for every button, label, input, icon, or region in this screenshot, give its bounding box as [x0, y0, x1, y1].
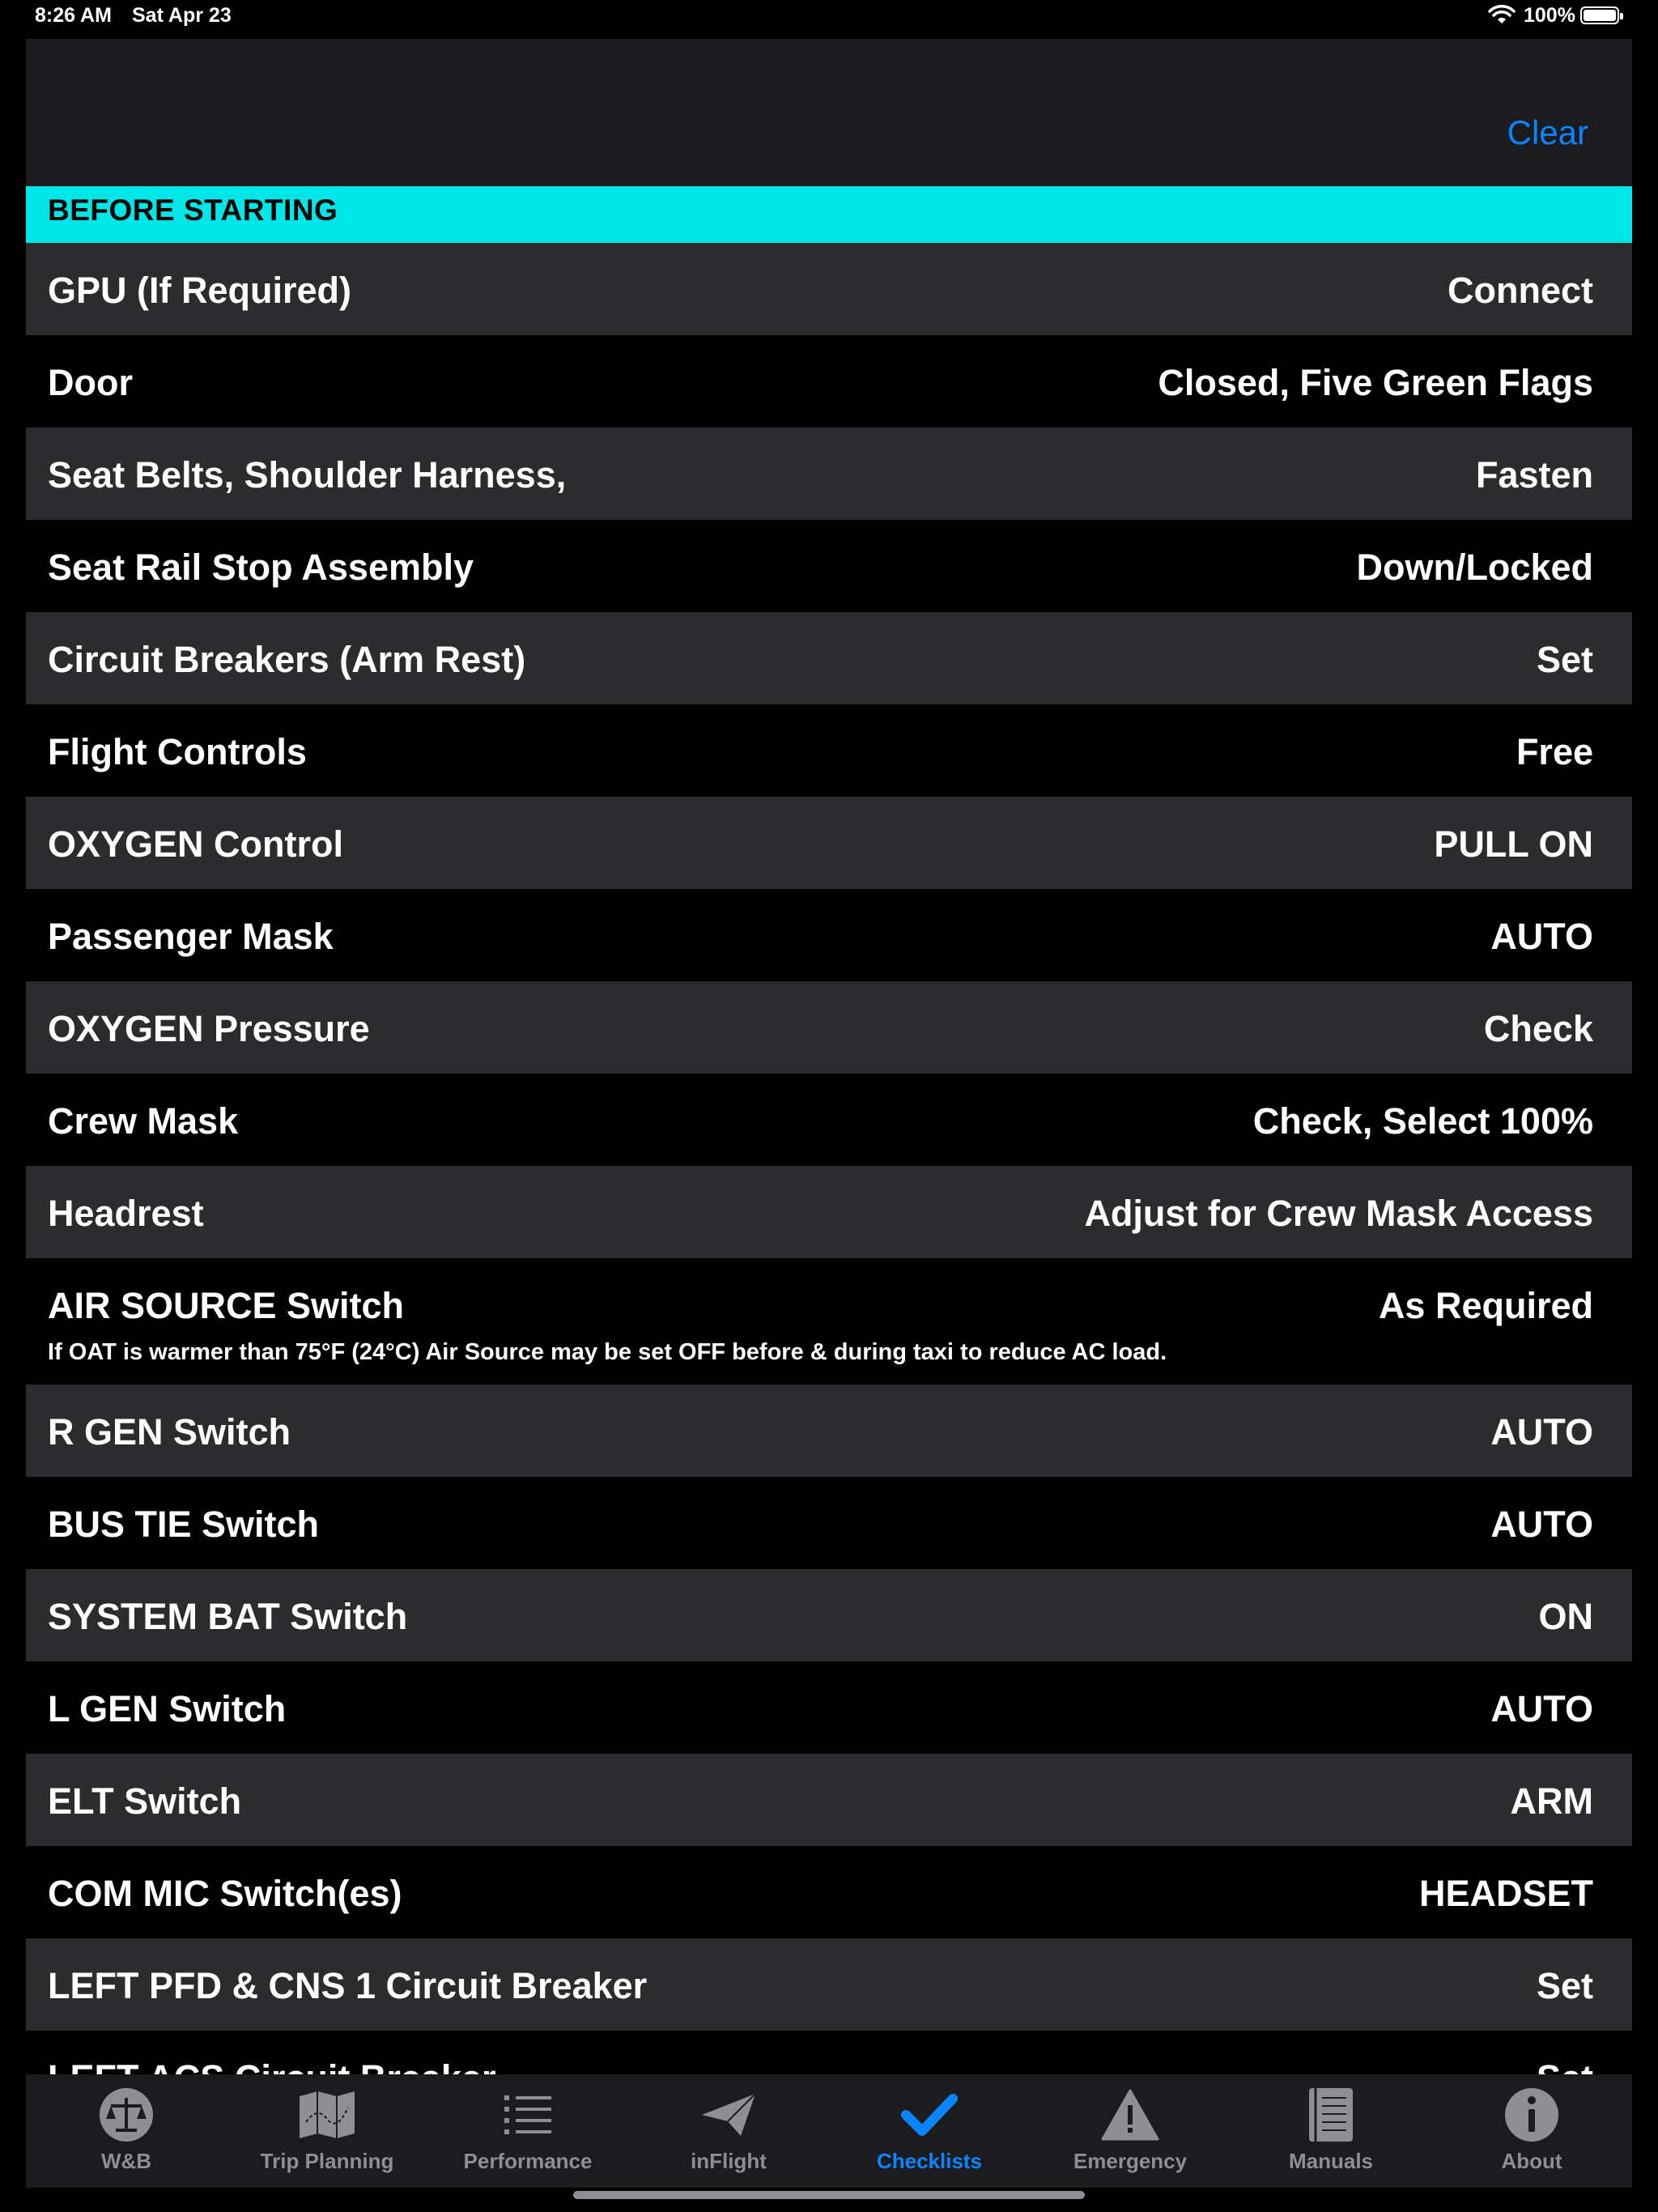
- checklist-item-label: AIR SOURCE Switch: [48, 1285, 405, 1326]
- tab-bar: [26, 2074, 1632, 2188]
- checklist-row[interactable]: [26, 243, 1632, 335]
- tab-checklists[interactable]: [829, 2074, 1030, 2188]
- tab-label: W&B: [100, 2149, 152, 2173]
- map-icon: [295, 2086, 359, 2144]
- checklist-item-action: PULL ON: [1434, 823, 1593, 865]
- checklist-item-action: Fasten: [1475, 454, 1593, 496]
- checklist-item-action: AUTO: [1490, 916, 1593, 957]
- tab-inflight[interactable]: [628, 2074, 829, 2188]
- checklist-item-action: As Required: [1378, 1285, 1593, 1326]
- checklist-row[interactable]: [26, 1754, 1632, 1846]
- book-icon: [1299, 2086, 1363, 2144]
- checklist-item-label: Headrest: [48, 1193, 204, 1234]
- checklist-row[interactable]: [26, 520, 1632, 612]
- checklist-row[interactable]: [26, 335, 1632, 428]
- checklist-row[interactable]: [26, 889, 1632, 981]
- checklist-item-label: SYSTEM BAT Switch: [48, 1596, 408, 1637]
- tab-w-b[interactable]: [26, 2074, 227, 2188]
- checklist-item-label: Seat Rail Stop Assembly: [48, 547, 474, 588]
- checkmark-icon: [897, 2086, 962, 2144]
- status-date: Sat Apr 23: [132, 4, 232, 27]
- status-bar: [0, 0, 1658, 32]
- tab-label: Emergency: [1073, 2149, 1188, 2173]
- battery-icon: [1580, 6, 1619, 24]
- checklist-item-action: HEADSET: [1418, 1873, 1593, 1914]
- checklist-item-label: Door: [48, 362, 133, 403]
- tab-manuals[interactable]: [1231, 2074, 1431, 2188]
- checklist-item-action: Set: [1536, 1965, 1593, 2006]
- tab-label: Checklists: [876, 2149, 983, 2173]
- checklist-item-label: Crew Mask: [48, 1100, 239, 1142]
- checklist-item-action: Check, Select 100%: [1252, 1100, 1593, 1142]
- checklist-row[interactable]: [26, 612, 1632, 704]
- checklist-item-action: Free: [1516, 731, 1593, 772]
- warning-icon: [1098, 2086, 1163, 2144]
- checklist-item-label: Flight Controls: [48, 731, 307, 772]
- checklist-row[interactable]: [26, 1477, 1632, 1569]
- checklist-row[interactable]: [26, 1166, 1632, 1258]
- checklist-item-label: L GEN Switch: [48, 1688, 287, 1729]
- tab-trip-planning[interactable]: [227, 2074, 427, 2188]
- checklist-item-action: Closed, Five Green Flags: [1158, 362, 1593, 403]
- checklist-row[interactable]: [26, 1846, 1632, 1938]
- checklist-row[interactable]: [26, 797, 1632, 889]
- battery-percent: 100%: [1524, 4, 1575, 27]
- checklist-item-label: R GEN Switch: [48, 1411, 291, 1453]
- checklist-item-action: Connect: [1448, 270, 1593, 311]
- checklist-item-label: Circuit Breakers (Arm Rest): [48, 639, 526, 680]
- checklist-item-label: COM MIC Switch(es): [48, 1873, 402, 1914]
- tab-performance[interactable]: [427, 2074, 628, 2188]
- tab-label: Performance: [463, 2149, 593, 2173]
- tab-about[interactable]: [1431, 2074, 1632, 2188]
- checklist-item-label: Seat Belts, Shoulder Harness,: [48, 454, 567, 496]
- clear-button[interactable]: Clear: [1507, 113, 1588, 151]
- checklist-item-action: ON: [1538, 1596, 1593, 1637]
- status-time: 8:26 AM: [35, 4, 112, 27]
- checklist-item-action: AUTO: [1490, 1504, 1593, 1545]
- checklist-list[interactable]: [26, 243, 1632, 2074]
- checklist-row[interactable]: [26, 1661, 1632, 1754]
- checklist-item-label: Passenger Mask: [48, 916, 334, 957]
- tab-label: Manuals: [1288, 2149, 1374, 2173]
- checklist-row[interactable]: [26, 1938, 1632, 2031]
- checklist-row[interactable]: [26, 1074, 1632, 1166]
- info-icon: [1499, 2086, 1564, 2144]
- home-indicator[interactable]: [573, 2191, 1085, 2199]
- checklist-item-action: Adjust for Crew Mask Access: [1084, 1193, 1593, 1234]
- checklist-item-note: If OAT is warmer than 75°F (24°C) Air Source may be set OFF before & during taxi to reduce AC load.: [48, 1339, 1167, 1365]
- checklist-item-action: AUTO: [1490, 1411, 1593, 1453]
- checklist-item-label: OXYGEN Pressure: [48, 1008, 370, 1049]
- checklist-item-action: Set: [1536, 639, 1593, 680]
- checklist-item-action: Check: [1483, 1008, 1593, 1049]
- checklist-item-label: BUS TIE Switch: [48, 1504, 320, 1545]
- checklist-row[interactable]: [26, 1569, 1632, 1661]
- checklist-row[interactable]: [26, 1385, 1632, 1477]
- checklist-item-label: OXYGEN Control: [48, 823, 344, 865]
- checklist-row[interactable]: [26, 981, 1632, 1074]
- tab-emergency[interactable]: [1030, 2074, 1231, 2188]
- checklist-item-label: ELT Switch: [48, 1780, 242, 1822]
- section-header: BEFORE STARTING: [26, 186, 1632, 243]
- checklist-row[interactable]: [26, 704, 1632, 797]
- checklist-item-label: LEFT PFD & CNS 1 Circuit Breaker: [48, 1965, 648, 2006]
- tab-label: Trip Planning: [260, 2149, 394, 2173]
- checklist-item-action: AUTO: [1490, 1688, 1593, 1729]
- tab-label: About: [1501, 2149, 1562, 2173]
- checklist-item-action: ARM: [1510, 1780, 1593, 1822]
- checklist-row[interactable]: [26, 428, 1632, 520]
- scale-icon: [94, 2086, 159, 2144]
- paper-plane-icon: [696, 2086, 761, 2144]
- checklist-item-action: Down/Locked: [1356, 547, 1593, 588]
- wifi-icon: [1488, 6, 1516, 25]
- checklist-item-label: GPU (If Required): [48, 270, 352, 311]
- checklist-row[interactable]: [26, 1258, 1632, 1385]
- list-icon: [495, 2086, 560, 2144]
- tab-label: inFlight: [691, 2149, 767, 2173]
- checklist-sheet: [26, 39, 1632, 2074]
- nav-bar: [26, 39, 1632, 186]
